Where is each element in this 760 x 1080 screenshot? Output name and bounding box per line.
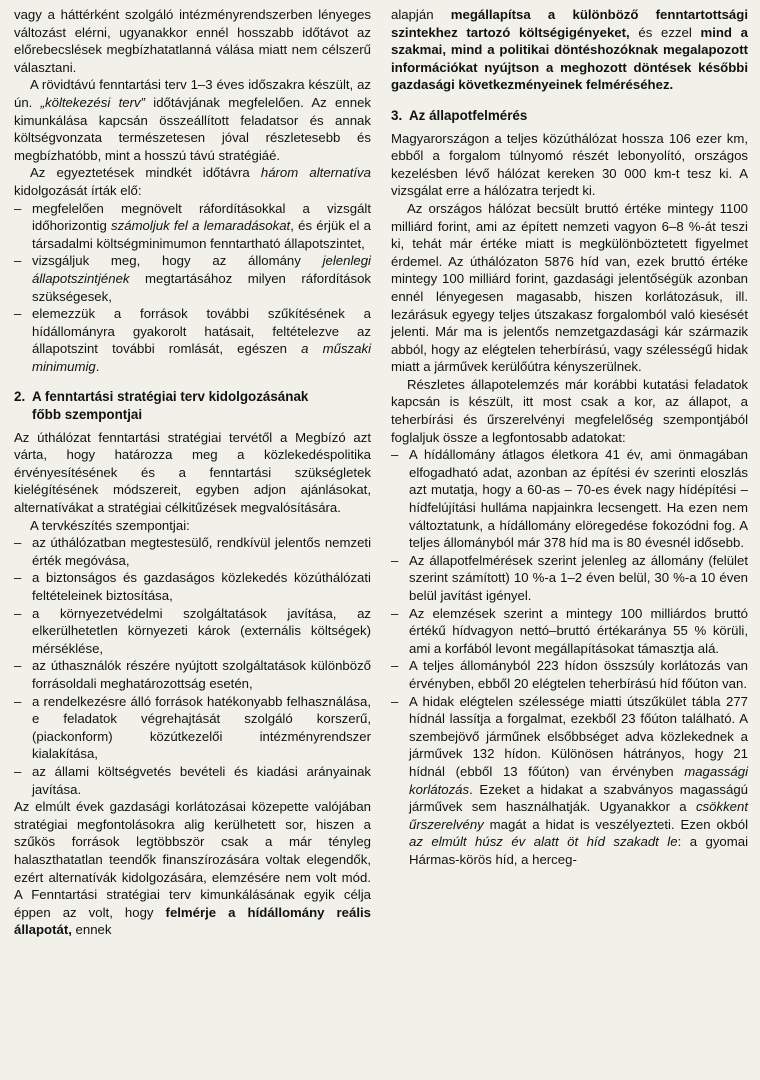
list-item: – A hídállomány átlagos életkora 41 év, ami önmagában elfogadható adat, azonban az építési év szerinti eloszlás azt mutatja, hogy a 60-as – 70-es évek nagy hídépítési – hídfelújítási hulláma napjainkra lecsengett. Ha ezen nem változtatunk, a hídállomány elöregedése fokozódni fog. A teljes állományból már 378 híd ma is 80 évesnél idősebb. <box>391 446 748 552</box>
section-heading: 2. A fenntartási stratégiai terv kidolgozásának főbb szempontjai <box>14 389 309 423</box>
paragraph: Részletes állapotelemzés már korábbi kutatási feladatok kapcsán is készült, itt most csak a kor, az állapot, a teherbírási és űrszerelvényi megfelelőség szempontjából foglaljuk össze a legfontosabb adatokat: <box>391 376 748 445</box>
list-item: – vizsgáljuk meg, hogy az állomány jelenlegi állapotszintjének megtartásához milyen ráfordítások szükségesek, <box>14 252 371 305</box>
paragraph: Az egyeztetések mindkét időtávra három alternatíva kidolgozását írták elő: <box>14 165 371 198</box>
paragraph: Az úthálózat fenntartási stratégiai tervétől a Megbízó azt várta, hogy határozza meg a közlekedéspolitika érvényesítésének és a fenntartási szükségletek kielégítésének módszereit, egyben adjon ajánlásokat, alternatívákat a stratégiai célkitűzések megvalósítására. <box>14 429 371 516</box>
list-item: – az úthálózatban megtestesülő, rendkívül jelentős nemzeti érték megóvása, <box>14 534 371 569</box>
list-item: – Az elemzések szerint a mintegy 100 milliárdos bruttó értékű hídvagyon nettó–bruttó értékaránya 55 % körüli, ami a korfából levont megállapításokat támasztja alá. <box>391 605 748 658</box>
right-column <box>391 6 748 939</box>
left-column <box>14 6 371 939</box>
paragraph: Az elmúlt évek gazdasági korlátozásai közepette valójában stratégiai megfontolásokra alig kerülhetett sor, hiszen a szűkös források legtöbbször csak a már tényleg halaszthatatlan teendők finanszírozására voltak elegendők, ezért alternatívák kidolgozására, elemzésére nem volt mód. A Fenntartási stratégiai terv kimunkálásának egyik célja éppen az volt, hogy felmérje a hídállomány reális állapotát, ennek <box>14 799 371 938</box>
two-column-layout <box>14 6 748 939</box>
list-item: – megfelelően megnövelt ráfordításokkal a vizsgált időhorizontig számoljuk fel a lemaradásokat, és érjük el a társadalmi költségminimumon fenntartható állapotszintet, <box>14 200 371 253</box>
paragraph: A rövidtávú fenntartási terv 1–3 éves időszakra készült, az ún. „költekezési terv” időtávjának megfelelően. Az ennek kimunkálása kapcsán összeállított feladatsor és annak költségvonzata természetesen jóval részletesebb és megbízhatóbb, mint a hosszú távú stratégiáé. <box>14 77 371 163</box>
paragraph: alapján megállapítsa a különböző fenntartottsági szintekhez tartozó költségigényeket, és ezzel mind a szakmai, mind a politikai döntéshozóknak megalapozott információkat nyújtson a meghozott döntések későbbi gazdasági következményeinek felméréséhez. <box>391 7 748 93</box>
section-heading: 3. Az állapotfelmérés <box>391 107 528 123</box>
criteria-list <box>14 534 371 798</box>
list-item: – Az állapotfelmérések szerint jelenleg az állomány (felület szerint számított) 10 %-a 1–2 éven belül, 30 %-a 10 éven belül javítást igényel. <box>391 552 748 605</box>
list-item: – a rendelkezésre álló források hatékonyabb felhasználása, e feladatok végrehajtását szolgáló korszerű, (piackonform) közútkezelői intézményrendszer kialakítása, <box>14 693 371 763</box>
alternatives-list <box>14 200 371 376</box>
list-item: – a biztonságos és gazdaságos közlekedés közúthálózati feltételeinek biztosítása, <box>14 569 371 604</box>
list-item: – a környezetvédelmi szolgáltatások javítása, az elkerülhetetlen környezeti károk (externális költségek) mérséklése, <box>14 605 371 658</box>
list-item: – elemezzük a források további szűkítésének a hídállományra gyakorolt hatásait, feltételezve az állapotszint további romlását, egészen a műszaki minimumig. <box>14 305 371 375</box>
findings-list <box>391 446 748 868</box>
paragraph: A tervkészítés szempontjai: <box>30 517 190 533</box>
paragraph: vagy a háttérként szolgáló intézményrendszerben lényeges változást elérni, ugyanakkor ennél hosszabb időtávot az előrebecslések megbízhatatlanná válása miatt nem célszerű választani. <box>14 7 371 75</box>
paragraph: Az országos hálózat becsült bruttó értéke mintegy 1100 milliárd forint, ami az épített nemzeti vagyon 6–8 %-át teszi ki, tehát már értéke miatt is megkülönböztetett figyelmet érdemel. Az úthálózaton 5876 híd van, ezek bruttó értéke mintegy 100 milliárd forint, gazdasági jelentőségük azonban ennél lényegesen magasabb, hiszen korlátozásuk, ill. lezárásuk egyegy teljes útszakasz forgalomból való kiesését jelenti. Már ma is jelentős nemzetgazdasági kár származik abból, hogy az elégtelen teherbírású, vagy szélességű hidak miatt a járművek kerülőútra kényszerülnek. <box>391 200 748 375</box>
paragraph: Magyarországon a teljes közúthálózat hossza 106 ezer km, ebből a forgalom túlnyomó részét lebonyolító, országos kezelésben lévő hálózat kereken 30 000 km-t tesz ki. A vizsgálat erre a hálózatra terjedt ki. <box>391 130 748 199</box>
list-item: – az állami költségvetés bevételi és kiadási arányainak javítása. <box>14 763 371 798</box>
list-item: – az úthasználók részére nyújtott szolgáltatások különböző forrásoldali meghatározottság esetén, <box>14 657 371 692</box>
list-item: – A hidak elégtelen szélessége miatti útszűkület tábla 277 hídnál lassítja a forgalmat, ezekből 23 főúton található. A szembejövő járműnek elsőbbséget adva közlekednek a járművek 132 hídon. Különösen hátrányos, hogy 21 hídnál (ebből 13 főúton) van érvényben magassági korlátozás. Ezeket a hidakat a szabványos magasságú járművek sem használhatják. Ugyanakkor a csökkent űrszerelvény magát a hidat is veszélyezteti. Ezen okból az elmúlt húsz év alatt öt híd szakadt le: a gyomai Hármas-körös híd, a herceg- <box>391 693 748 869</box>
list-item: – A teljes állományból 223 hídon összsúly korlátozás van érvényben, ebből 20 elégtelen teherbírású híd főúton van. <box>391 657 748 692</box>
